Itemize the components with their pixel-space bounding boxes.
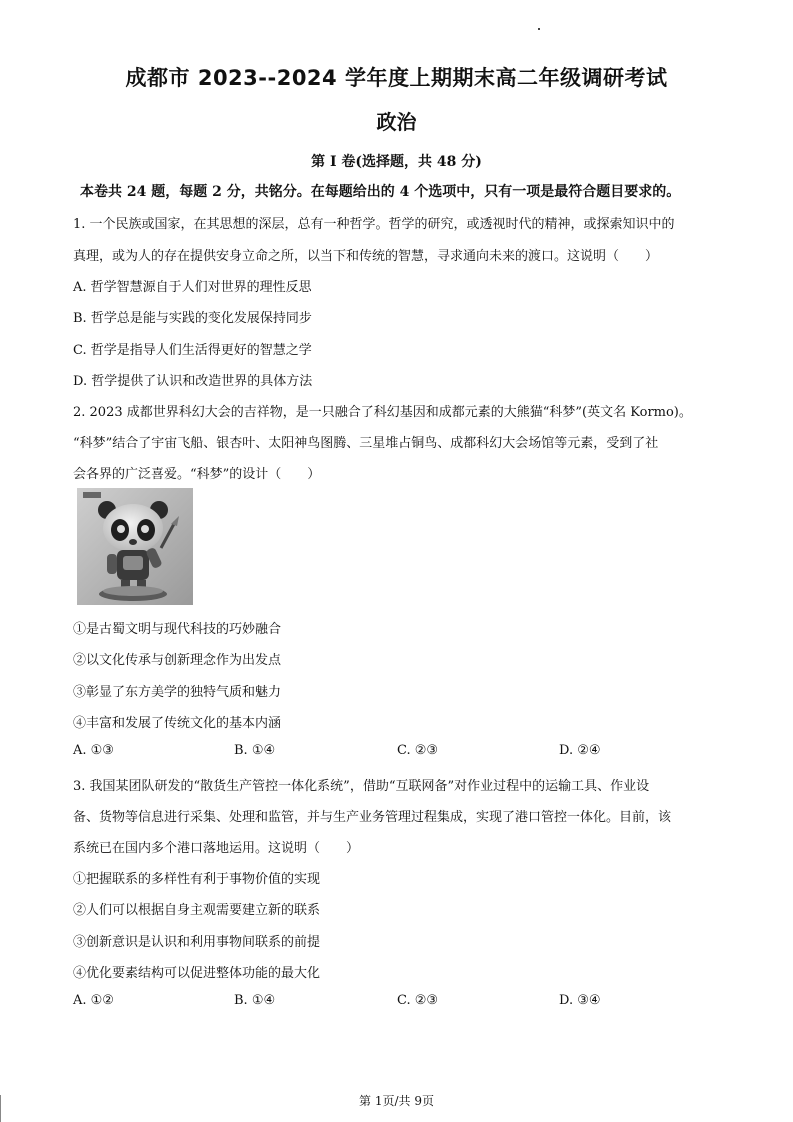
q3-stem-line-3: 系统已在国内多个港口落地运用。这说明（ ） [73,841,360,856]
q3-choice-a: A. ①② [73,993,114,1008]
q1-option-d: D. 哲学提供了认识和改造世界的具体方法 [73,374,313,389]
q3-stem-line-2: 备、货物等信息进行采集、处理和监管，并与生产业务管理过程集成，实现了港口管控一体化。目前，该 [73,810,672,825]
q1-option-a: A. 哲学智慧源自于人们对世界的理性反思 [73,280,312,295]
scan-dot [538,28,540,30]
q1-stem-line-2: 真理，或为人的存在提供安身立命之所，以当下和传统的智慧，寻求通向未来的渡口。这说明（ ） [73,249,659,264]
q3-statement-2: ②人们可以根据自身主观需要建立新的联系 [73,903,321,918]
subject-title: 政治 [376,110,417,134]
q3-choice-b: B. ①④ [234,993,276,1008]
q2-choice-c: C. ②③ [397,743,439,758]
q3-statement-4: ④优化要素结构可以促进整体功能的最大化 [73,966,321,981]
q2-statement-4: ④丰富和发展了传统文化的基本内涵 [73,716,282,731]
q3-statement-3: ③创新意识是认识和利用事物间联系的前提 [73,935,321,950]
q2-statement-3: ③彰显了东方美学的独特气质和魅力 [73,685,282,700]
page-number: 第 1页/共 9页 [359,1094,434,1108]
mascot-photo [77,488,193,605]
q2-statement-1: ①是古蜀文明与现代科技的巧妙融合 [73,622,282,637]
q2-stem-line-2: “科梦”结合了宇宙飞船、银杏叶、太阳神鸟图腾、三星堆占铜鸟、成都科幻大会场馆等元素，受到了社 [73,436,659,451]
q3-statement-1: ①把握联系的多样性有利于事物价值的实现 [73,872,321,887]
section-heading: 第 I 卷(选择题，共 48 分) [311,154,482,170]
q2-stem-line-3: 会各界的广泛喜爱。“科梦”的设计（ ） [73,467,321,482]
q3-choice-c: C. ②③ [397,993,439,1008]
q2-choice-d: D. ②④ [559,743,601,758]
q1-option-b: B. 哲学总是能与实践的变化发展保持同步 [73,311,312,326]
q2-stem-line-1: 2. 2023 成都世界科幻大会的吉祥物，是一只融合了科幻基因和成都元素的大熊猫“科梦”(英文名 Kormo)。 [73,405,692,420]
q2-statement-2: ②以文化传承与创新理念作为出发点 [73,653,282,668]
exam-title: 成都市 2023--2024 学年度上期期末高二年级调研考试 [125,66,668,90]
q1-option-c: C. 哲学是指导人们生活得更好的智慧之学 [73,343,312,358]
q3-stem-line-1: 3. 我国某团队研发的“散货生产管控一体化系统”，借助“互联网备”对作业过程中的运输工具、作业设 [73,779,650,794]
section-instructions: 本卷共 24 题，每题 2 分，共铭分。在每题给出的 4 个选项中，只有一项是最符合题目要求的。 [80,184,681,200]
q2-choice-a: A. ①③ [73,743,114,758]
q3-choice-d: D. ③④ [559,993,601,1008]
q2-choice-b: B. ①④ [234,743,276,758]
q1-stem-line-1: 1. 一个民族或国家，在其思想的深层，总有一种哲学。哲学的研究，或透视时代的精神，或探索知识中的 [73,217,675,232]
